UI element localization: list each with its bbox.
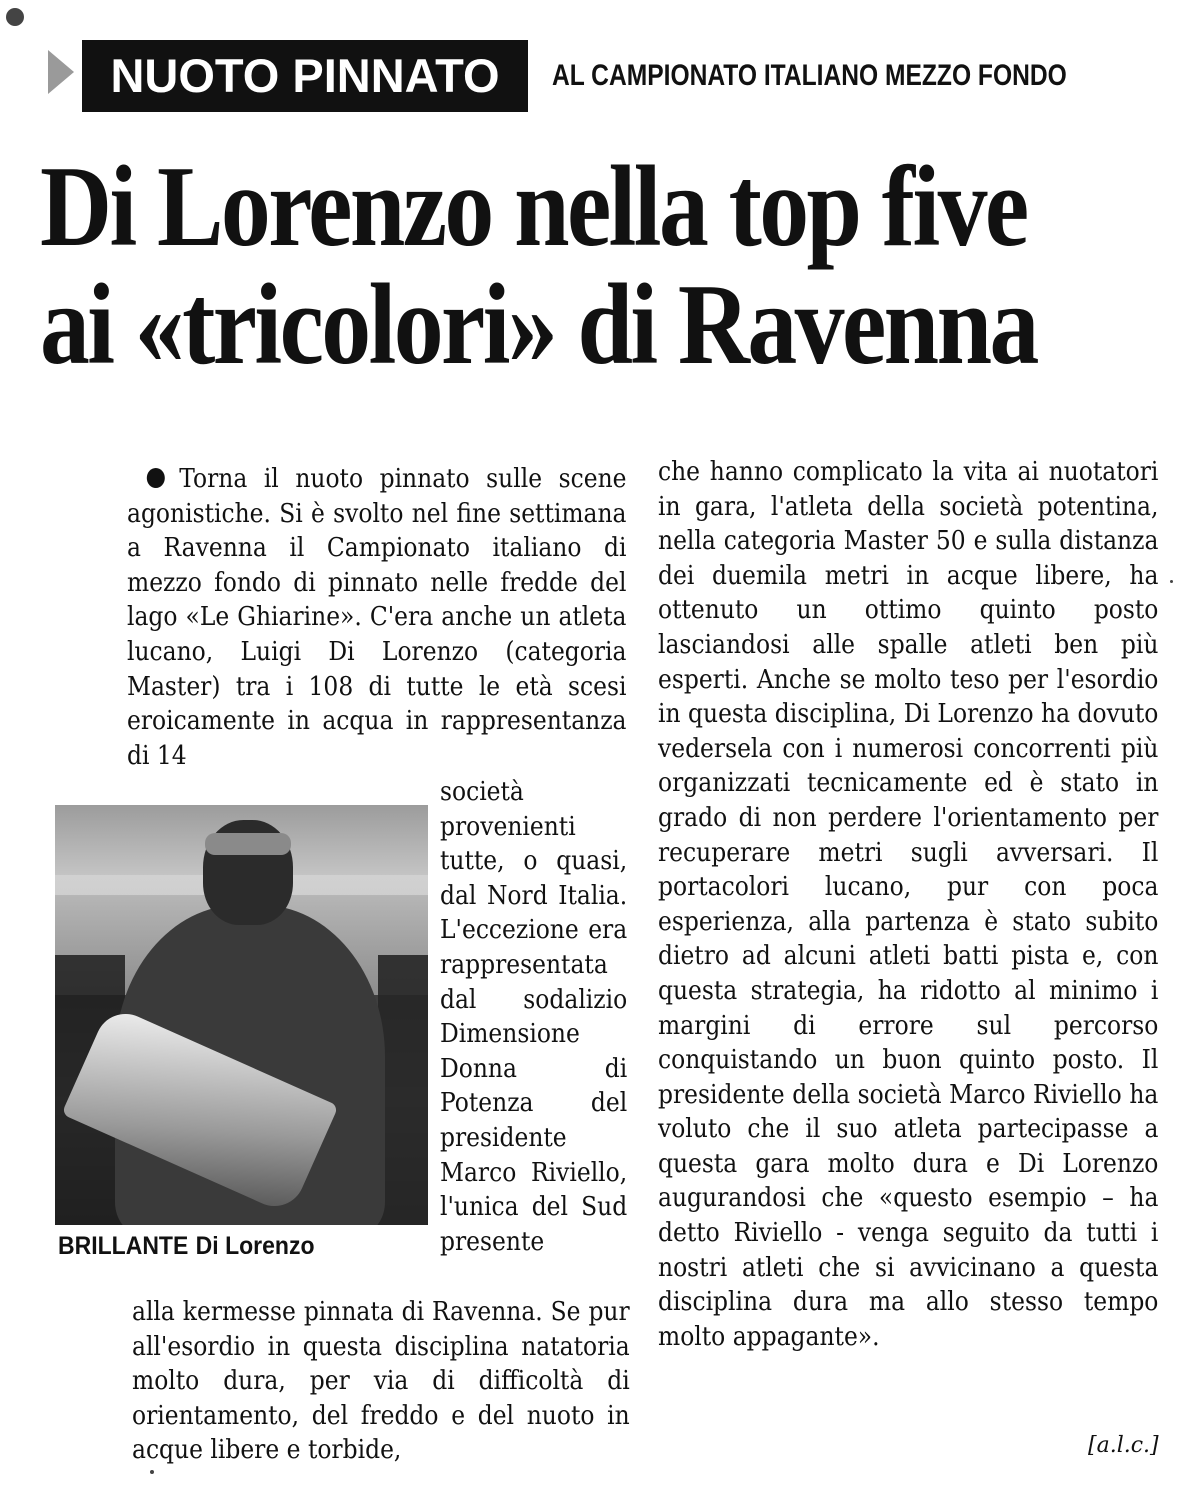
section-kicker: NUOTO PINNATO <box>82 40 528 112</box>
article-column-right <box>658 455 1158 1354</box>
article-column-left-bottom <box>132 1295 630 1468</box>
article-text-left-bottom: alla kermesse pinnata di Ravenna. Se pur all'esordio in questa disciplina natatoria molto dura, per via di difficoltà di orientamento, del freddo e del nuoto in acque libere e torbide, <box>132 1297 630 1466</box>
headline <box>40 143 1037 389</box>
caption-name: Di Lorenzo <box>195 1232 315 1260</box>
photo-caption <box>58 1226 315 1266</box>
article-column-left-narrow <box>440 775 627 1259</box>
article-text-left-top: Torna il nuoto pinnato sulle scene agonistiche. Si è svolto nel fine settimana a Ravenna il Campionato italiano di mezzo fondo di pinnato nelle fredde del lago «Le Ghiarine». C'era anche un atleta lucano, Luigi Di Lorenzo (categoria Master) tra i 108 di tutte le età scesi eroicamente in acqua in rappresentanza di 14 <box>127 464 627 771</box>
bullet-icon <box>147 468 165 488</box>
athlete-photo <box>55 805 428 1225</box>
headline-line-2: ai «tricolori» di Ravenna <box>40 261 1037 389</box>
caption-label: BRILLANTE <box>58 1232 189 1260</box>
author-signature: [a.l.c.] <box>1088 1433 1159 1458</box>
event-subtitle: AL CAMPIONATO ITALIANO MEZZO FONDO <box>552 59 1067 92</box>
article-text-left-narrow: società provenienti tutte, o quasi, dal Nord Italia. L'eccezione era rappresentata dal sodalizio Dimensione Donna di Potenza del presidente Marco Riviello, l'unica del Sud presente <box>440 777 628 1257</box>
article-text-right: che hanno complicato la vita ai nuotatori in gara, l'atleta della società potentina, nella categoria Master 50 e sulla distanza dei duemila metri in acque libere, ha ottenuto un ottimo quinto posto lasciandosi alle spalle atleti ben più esperti. Anche se molto teso per l'esordio in questa disciplina, Di Lorenzo ha dovuto vedersela con i numerosi concorrenti più organizzati tecnicamente ed è stato in grado di non perdere l'orientamento per recuperare metri sugli avversari. Il portacolori lucano, pur con poca esperienza, alla partenza è stato subito dietro ad alcuni atleti batti pista e, con questa strategia, ha ridotto al minimo i margini di errore sul percorso conquistando un buon quinto posto. Il presidente della società Marco Riviello ha voluto che il suo atleta partecipasse a questa gara molto dura e Di Lorenzo augurandosi che «questo esempio – ha detto Riviello - venga seguito da tutti i nostri atleti che si avvicinano a questa disciplina dura ma allo stesso tempo molto appagante». <box>658 457 1159 1352</box>
article-column-left-top <box>127 462 627 773</box>
headline-line-1: Di Lorenzo nella top five <box>40 143 1027 271</box>
kicker-arrow-icon <box>48 50 74 94</box>
